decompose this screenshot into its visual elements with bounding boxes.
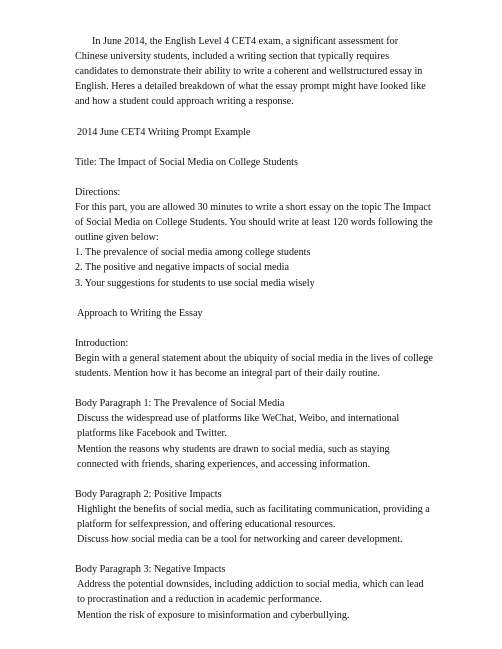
introduction-label: Introduction:: [75, 337, 129, 349]
spacer: [75, 140, 433, 155]
spacer: [75, 170, 433, 185]
body-paragraph-2-label: Body Paragraph 2: Positive Impacts: [75, 488, 222, 500]
body-paragraph-3-point-2: Mention the risk of exposure to misinformation and cyberbullying.: [77, 609, 350, 621]
spacer: [75, 547, 433, 562]
body-paragraph-3-label: Body Paragraph 3: Negative Impacts: [75, 564, 226, 576]
body-paragraph-1-point-1: Discuss the widespread use of platforms like WeChat, Weibo, and international platforms like Facebook and Twitter.: [77, 413, 400, 440]
spacer: [75, 291, 433, 306]
body-paragraph-2-point-2: Discuss how social media can be a tool for networking and career development.: [77, 534, 403, 546]
spacer: [75, 109, 433, 124]
intro-paragraph: In June 2014, the English Level 4 CET4 exam, a significant assessment for Chinese university students, included a writing section that typically requires candidates to demonstrate their ability to write a coherent and wellstructured essay in English. Heres a detailed breakdown of what the essay prompt might have looked like and how a student could approach writing a response.: [75, 36, 426, 108]
body-paragraph-1-label: Body Paragraph 1: The Prevalence of Social Media: [75, 398, 285, 410]
spacer: [75, 472, 433, 487]
introduction-text: Begin with a general statement about the ubiquity of social media in the lives of college students. Mention how it has become an integral part of their daily routine.: [75, 352, 433, 380]
prompt-heading: 2014 June CET4 Writing Prompt Example: [77, 126, 251, 138]
directions-label: Directions:: [75, 186, 121, 198]
spacer: [75, 321, 433, 336]
spacer: [75, 381, 433, 396]
outline-item-2: 2. The positive and negative impacts of social media: [75, 262, 289, 274]
body-paragraph-2-point-1: Highlight the benefits of social media, such as facilitating communication, providing a platform for selfexpression, and offering educational resources.: [77, 503, 430, 530]
directions-text: For this part, you are allowed 30 minutes to write a short essay on the topic The Impact of Social Media on College Students. You should write at least 120 words following the outline given below:: [75, 202, 433, 244]
body-paragraph-1-point-2: Mention the reasons why students are drawn to social media, such as staying connected with friends, sharing experiences, and accessing information.: [77, 443, 390, 470]
outline-item-1: 1. The prevalence of social media among college students: [75, 247, 311, 259]
document-page: [75, 34, 433, 623]
essay-title-line: Title: The Impact of Social Media on College Students: [75, 156, 298, 168]
body-paragraph-3-point-1: Address the potential downsides, including addiction to social media, which can lead to procrastination and a reduction in academic performance.: [77, 579, 424, 606]
outline-item-3: 3. Your suggestions for students to use social media wisely: [75, 277, 315, 289]
approach-heading: Approach to Writing the Essay: [77, 307, 203, 319]
